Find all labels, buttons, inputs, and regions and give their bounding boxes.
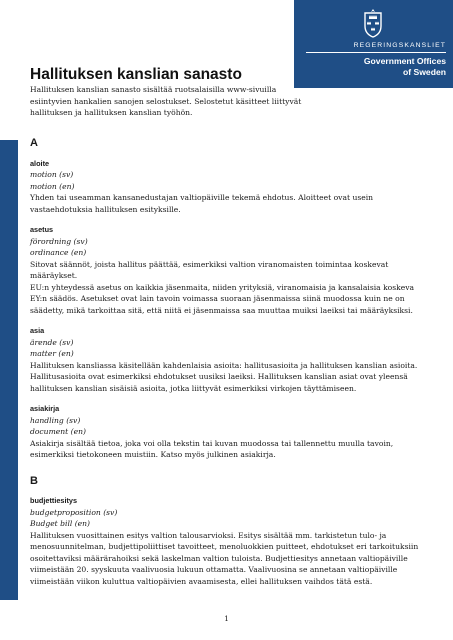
term-translation: handling (sv) [30,415,81,425]
page-title: Hallituksen kanslian sanasto [30,66,242,83]
term-translation: document (en) [30,427,86,436]
term-name: asetus [30,225,54,234]
term-definition: Asiakirja sisältää tietoa, joka voi olla tekstin tai kuvan muodossa tai tallennettu muulla tavoin, esimerkiksi tietokoneen muistiin. Katso myös julkinen asiakirja. [30,438,394,459]
section-letter: A [30,137,38,149]
term-translation: motion (en) [30,181,75,191]
term-translation: förordning (sv) [30,236,88,246]
glossary-section [30,476,432,588]
org-name-en: Government Offices of Sweden [363,56,446,77]
term-definition: Hallituksen kansliassa käsitellään kahdenlaisia asioita: hallitusasioita ja hallituksen kanslian asioita. Hallitusasioita ovat esimerkiksi ehdotukset uusiksi laeiksi. Hallituksen kanslian asiat ovat yleensä hallituksen kanslian sisäisiä asioita, jotka liittyvät esimerkiksi virkojen täyttämiseen. [30,360,418,393]
term-name: asiakirja [30,404,60,413]
glossary-entry [30,158,432,216]
term-name: aloite [30,158,50,168]
logo-rule [306,52,446,53]
sidebar-accent-stripe [0,140,18,600]
logo-wordmark: REGERINGSKANSLIET [353,42,446,49]
brand-block [294,0,453,88]
intro-paragraph: Hallituksen kanslian sanasto sisältää ruotsalaisilla www-sivuilla esiintyvien hankalien sanojen selostukset. Selostetut käsitteet liittyvät hallituksen ja hallituksen kanslian työhön. [30,85,302,117]
glossary-entry [30,224,432,316]
term-definition: EU:n yhteydessä asetus on kaikkia jäsenmaita, niiden yrityksiä, viranomaisia ja kansalaisia koskeva EY:n säädös. Asetukset ovat lain tavoin voimassa suoraan jäsenmaissa siinä muodossa kuin ne on säädetty, mikä tarkoittaa sitä, että niitä ei jäsenmaissa saa muuttaa muiksi laeiksi tai määräyksiksi. [30,282,415,315]
glossary-entry [30,325,432,394]
term-definition: Sitovat säännöt, joista hallitus päättää, esimerkiksi valtion viranomaisten toimintaa koskevat määräykset. [30,259,389,280]
term-definition: Yhden tai useamman kansanedustajan valtiopäiville tekemä ehdotus. Aloitteet ovat usein vastaehdotuksia hallituksen esityksille. [30,193,374,214]
three-crowns-crest-icon [356,6,390,40]
term-translation: Budget bill (en) [30,519,91,528]
term-translation: ordinance (en) [30,248,87,257]
glossary-entry [30,495,432,587]
glossary-entry [30,403,432,461]
term-translation: ärende (sv) [30,337,74,347]
term-name: budjettiesitys [30,496,78,505]
page-number: 1 [224,614,229,623]
term-definition: Hallituksen vuosittainen esitys valtion talousarvioksi. Esitys sisältää mm. tarkistetun tulo- ja menosuunnitelman, budjettipoliittiset tavoitteet, menoluokkien puitteet, ehdotukset eri tarkoituksiin osoitettaviksi määrärahoiksi sekä laskelman valtion tuloista. Budjettiesitys annetaan valtiopäiville viimeistään 20. syyskuuta vaalivuosia lukuun ottamatta. Vaalivuosina se annetaan valtiopäiville viimeistään viikon kuluttua valtiopäivien avaamisesta, ellei hallituksen vaihdos tätä estä. [30,530,419,586]
term-translation: budgetproposition (sv) [30,507,118,517]
glossary-section [30,138,432,461]
term-translation: matter (en) [30,349,74,358]
term-name: asia [30,326,45,335]
glossary-content [30,138,432,596]
term-translation: motion (sv) [30,170,74,179]
left-margin-bar [0,0,18,640]
section-letter: B [30,474,38,487]
